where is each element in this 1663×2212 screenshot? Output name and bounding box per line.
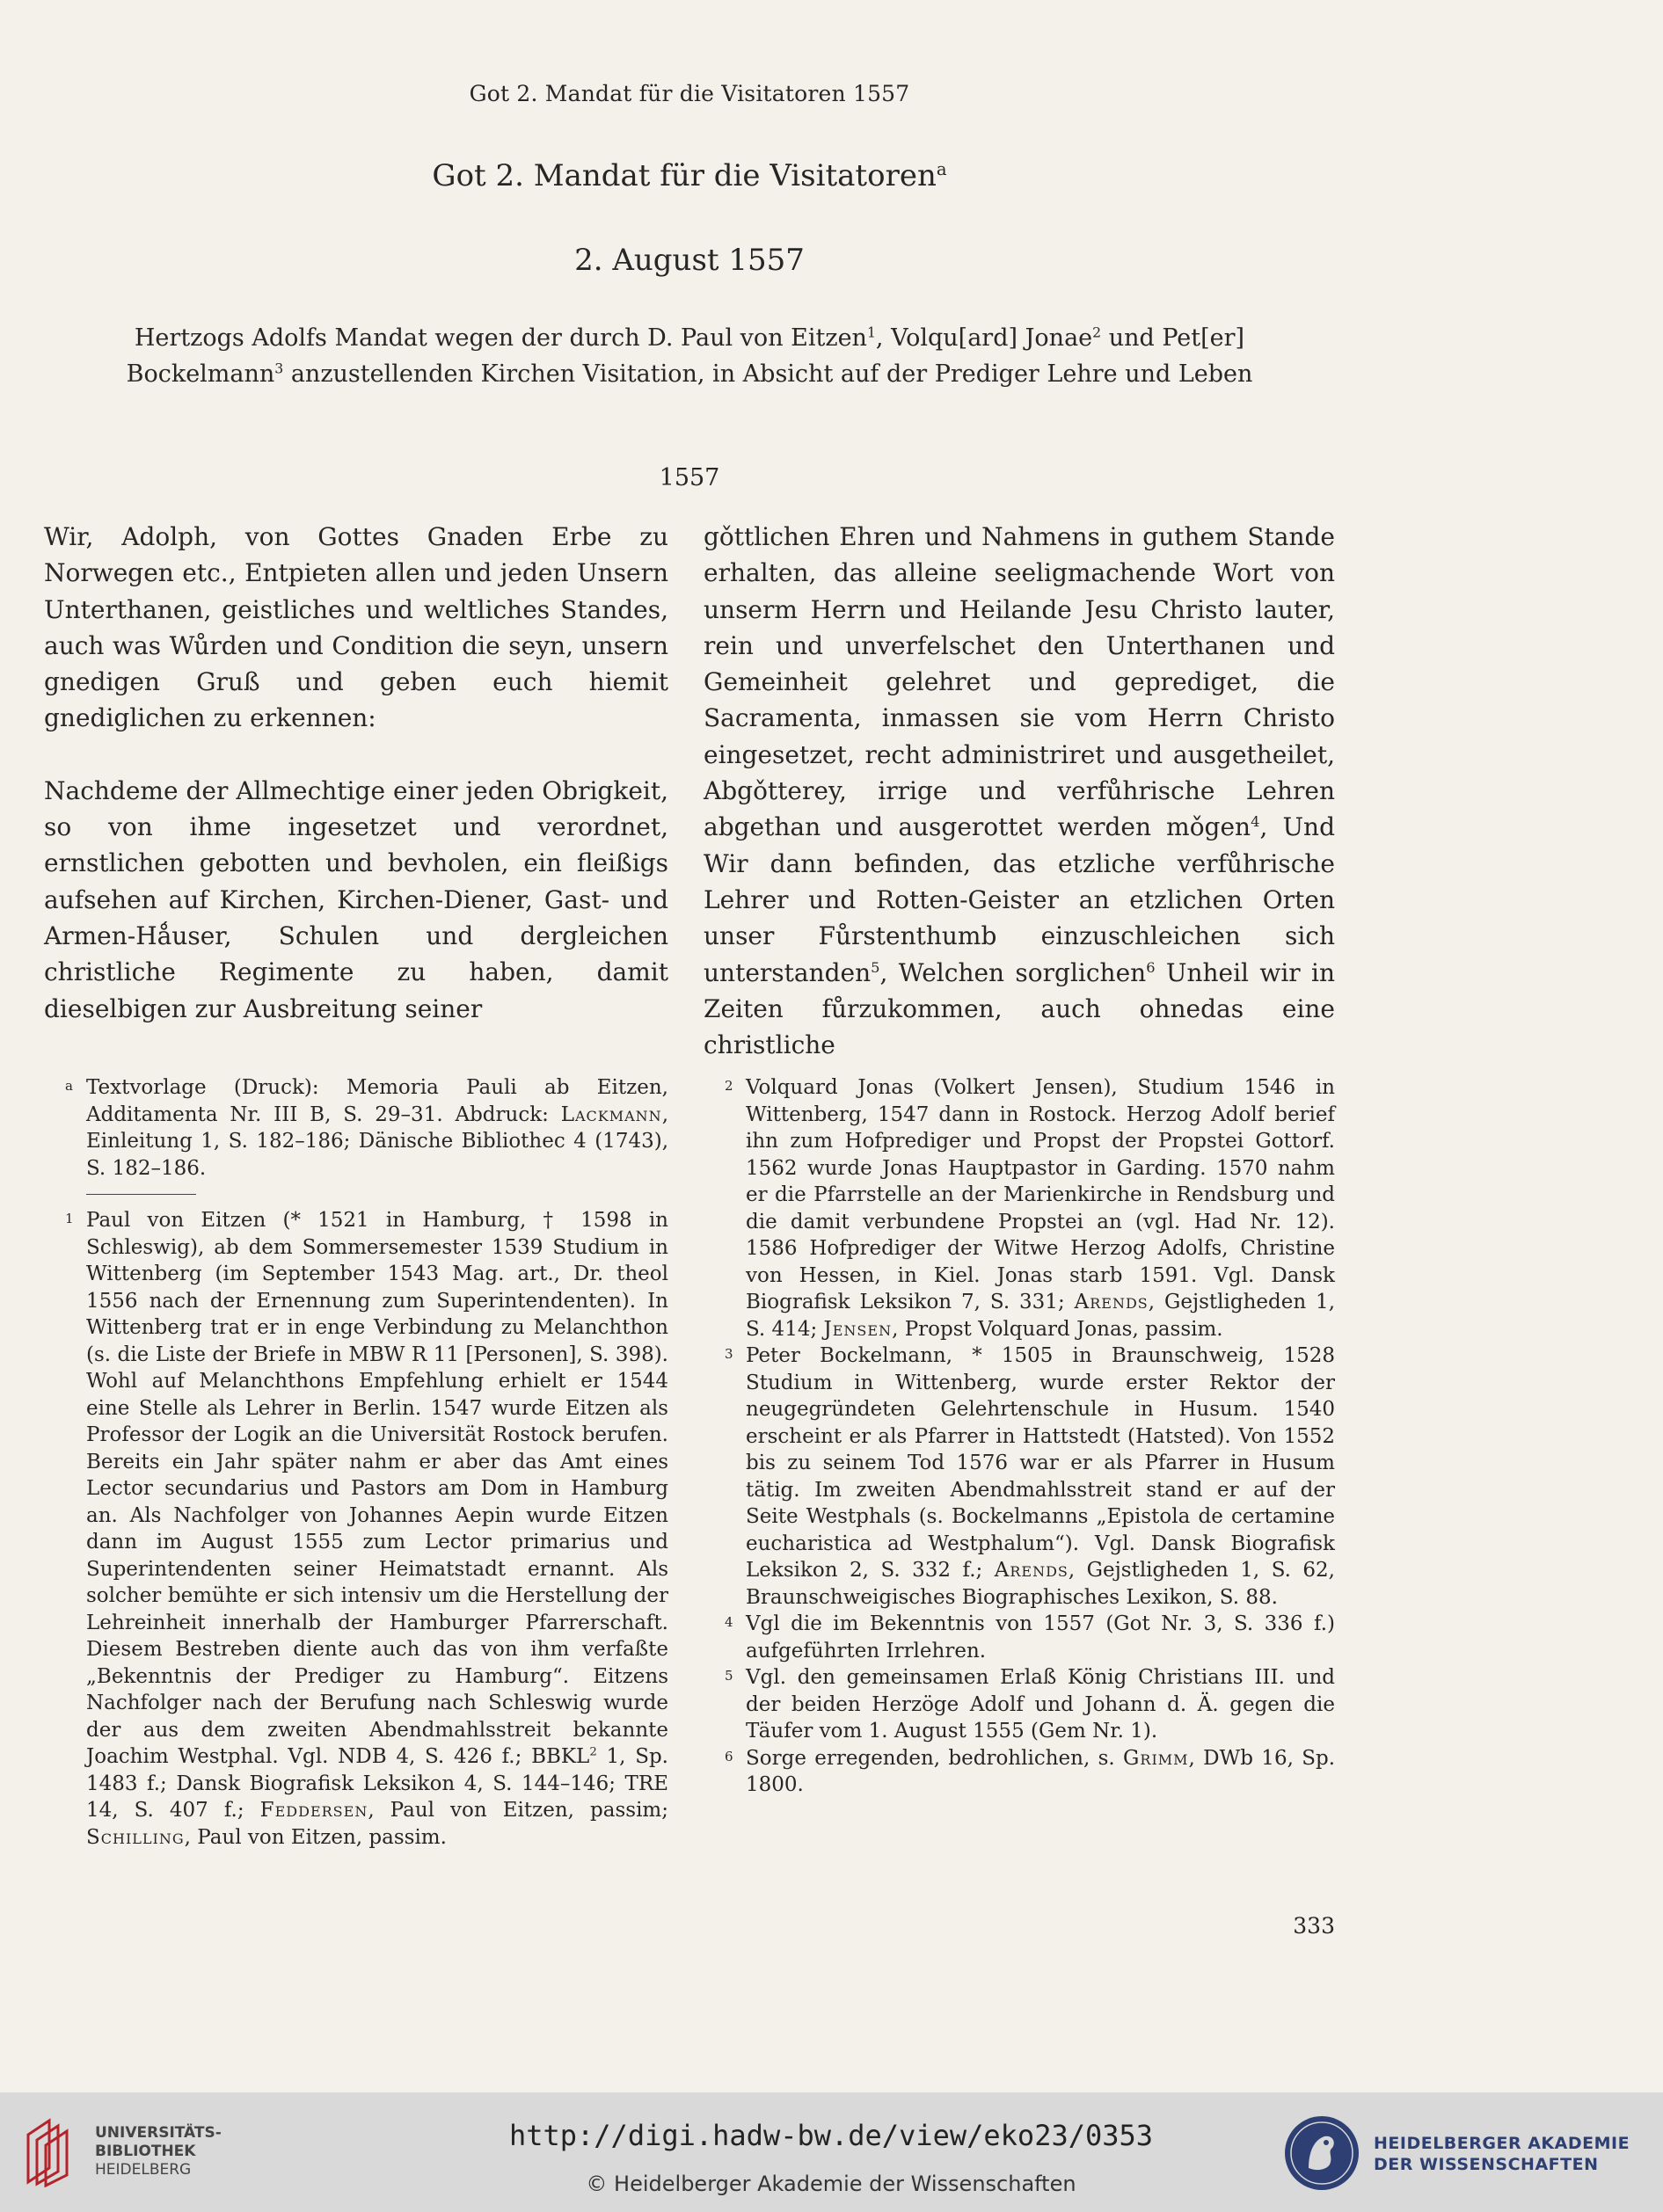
footnote-ref-2[interactable]: 2: [1092, 324, 1102, 341]
university-library-logo-icon: [23, 2117, 84, 2187]
viewer-footer: [0, 2092, 1663, 2212]
footnote-1: [44, 1207, 668, 1851]
footnote-mark: 6: [725, 1748, 733, 1765]
running-head: Got 2. Mandat für die Visitatoren 1557: [469, 81, 910, 106]
footnote-ref-4[interactable]: 4: [1251, 813, 1260, 831]
body-column-right: [704, 519, 1335, 1063]
footnote-a: [44, 1074, 668, 1182]
footnote-5: [704, 1664, 1335, 1745]
footnote-6: [704, 1745, 1335, 1799]
logo-line: HEIDELBERGER AKADEMIE: [1374, 2134, 1630, 2153]
footnote-mark: 5: [725, 1668, 733, 1684]
footnote-text: , Gejstligheden 1, S. 414;: [746, 1291, 1336, 1341]
footnote-text: Paul von Eitzen (* 1521 in Hamburg, † 1598 in Schleswig), ab dem Sommersemester 1539 Studium in Wittenberg (im September 1543 Mag. art., Dr. theol 1556 nach der Ernennung zum Superintendenten). In Wittenberg trat er in enge Verbindung zu Melanchthon (s. die Liste der Briefe in MBW R 11 [Personen], S. 398). Wohl auf Melanchthons Empfehlung erhielt er 1544 eine Stelle als Lehrer in Berlin. 1547 wurde Eitzen als Professor der Logik an die Universität Rostock berufen. Bereits ein Jahr später nahm er aber das Amt eines Lector secundarius und Pastors am Dom in Hamburg an. Als Nachfolger von Johannes Aepin wurde Eitzen dann im August 1555 zum Lector primarius und Superintendenten seiner Heimatstadt ernannt. Als solcher bemühte er sich intensiv um die Herstellung der Lehreinheit innerhalb der Hamburger Pfarrerschaft. Diesem Bestreben diente auch das von ihm verfaßte „Bekenntnis der Prediger zu Hamburg“. Eitzens Nachfolger nach der Berufung nach Schleswig wurde der aus dem zweiten Abendmahlsstreit bekannte Joachim Westphal. Vgl. NDB 4, S. 426 f.; BBKL: [86, 1209, 668, 1768]
logo-line: UNIVERSITÄTS-: [95, 2124, 222, 2142]
footnotes-left: [44, 1074, 668, 1851]
footnote-text: Vgl. den gemeinsamen Erlaß König Christians III. und der beiden Herzöge Adolf und Johann d. Ä. gegen die Täufer vom 1. August 1555 (Gem Nr. 1).: [746, 1666, 1335, 1743]
subtitle-part: Hertzogs Adolfs Mandat wegen der durch D. Paul von Eitzen: [134, 324, 867, 352]
subtitle-part: und Pet[er] Bockelmann: [126, 324, 1245, 388]
footnote-author: Lackmann: [560, 1102, 662, 1126]
academy-seal-icon: [1282, 2114, 1361, 2193]
footnote-divider: [86, 1194, 196, 1195]
footnote-mark: 4: [725, 1614, 733, 1630]
footnote-ref-1[interactable]: 1: [866, 324, 876, 341]
footnote-mark: 2: [725, 1078, 733, 1094]
footnote-text: Vgl die im Bekenntnis von 1557 (Got Nr. 3, S. 336 f.) aufgeführten Irrlehren.: [746, 1612, 1335, 1663]
academy-name: [1374, 2133, 1655, 2175]
footnote-author: Jensen: [823, 1317, 893, 1341]
footnote-text: , Einleitung 1, S. 182–186; Dänische Bibliothec 4 (1743), S. 182–186.: [86, 1102, 668, 1180]
footnote-text: Volquard Jonas (Volkert Jensen), Studium 1546 in Wittenberg, 1547 dann in Rostock. Herzog Adolf berief ihn zum Hofprediger und Propst der Propstei Gottorf. 1562 wurde Jonas Hauptpastor in Garding. 1570 nahm er die Pfarrstelle an der Marienkirche in Rendsburg und die damit verbundene Propstei an (vgl. Had Nr. 12). 1586 Hofprediger der Witwe Herzog Adolfs, Christine von Hessen, in Kiel. Jonas starb 1591. Vgl. Dansk Biografisk Leksikon 7, S. 331;: [746, 1076, 1335, 1313]
footnote-author: Grimm: [1123, 1746, 1189, 1770]
permalink-url[interactable]: http://digi.hadw-bw.de/view/eko23/0353: [508, 2119, 1154, 2152]
footnote-ref-3[interactable]: 3: [274, 360, 284, 377]
logo-line: DER WISSENSCHAFTEN: [1374, 2155, 1599, 2174]
copyright-notice: © Heidelberger Akademie der Wissenschaften: [586, 2172, 1076, 2196]
footnote-ref-5[interactable]: 5: [871, 958, 880, 976]
footnote-text: Textvorlage (Druck): Memoria Pauli ab Eitzen, Additamenta Nr. III B, S. 29–31. Abdruck:: [86, 1076, 668, 1126]
body-paragraph: Nachdeme der Allmechtige einer jeden Obrigkeit, so von ihme ingesetzet und verordnet, ernstlichen gebotten und bevholen, ein fleißigs aufsehen auf Kirchen, Kirchen-Diener, Gast- und Armen-Hǻuser, Schulen und dergleichen christliche Regimente zu haben, damit dieselbigen zur Ausbreitung seiner: [44, 775, 668, 1023]
footnote-3: [704, 1342, 1335, 1611]
body-paragraph: [704, 519, 1335, 1063]
page-number: 333: [1293, 1913, 1335, 1939]
body-text: , Und Wir dann befinden, das etzliche verfůhrische Lehrer und Rotten-Geister an etzlichen Orten unser Fůrstenthumb einzuschleichen sich unterstanden: [704, 812, 1335, 987]
body-text: , Welchen sorglichen: [879, 957, 1147, 987]
university-library-name: [95, 2124, 244, 2179]
document-title: [0, 158, 1379, 193]
footnote-text: , Propst Volquard Jonas, passim.: [892, 1317, 1223, 1341]
footnote-author: Arends: [1074, 1291, 1149, 1313]
footnote-mark: a: [65, 1078, 73, 1094]
title-text: Got 2. Mandat für die Visitatoren: [432, 158, 937, 193]
footnote-ref-6[interactable]: 6: [1146, 958, 1156, 976]
subtitle-part: , Volqu[ard] Jonae: [875, 324, 1093, 352]
university-library-logo[interactable]: [23, 2112, 243, 2191]
academy-logo[interactable]: [1282, 2110, 1652, 2194]
footnote-text: Sorge erregenden, bedrohlichen, s.: [746, 1746, 1124, 1770]
footnote-text: , Paul von Eitzen, passim;: [368, 1799, 668, 1822]
footnote-text: , Gejstligheden 1, S. 62, Braunschweigisches Biographisches Lexikon, S. 88.: [746, 1559, 1335, 1609]
footnote-text: Peter Bockelmann, * 1505 in Braunschweig, 1528 Studium in Wittenberg, wurde erster Rektor der neugegründeten Gelehrtenschule in Husum. 1540 erscheint er als Pfarrer in Hattstedt (Hatsted). Von 1552 bis zu seinem Tod 1576 war er als Pfarrer in Husum tätig. Im zweiten Abendmahlsstreit stand er auf der Seite Westphals (s. Bockelmanns „Epistola de certamine eucharistica ad Westphalum“). Vgl. Dansk Biografisk Leksikon 2, S. 332 f.;: [746, 1344, 1335, 1582]
title-footnote-mark[interactable]: a: [936, 158, 947, 179]
footnote-4: [704, 1611, 1335, 1664]
body-text: gǒttlichen Ehren und Nahmens in guthem Stande erhalten, das alleine seeligmachende Wort von unserm Herrn und Heilande Jesu Christo lauter, rein und unverfelschet den Unterthanen und Gemeinheit gelehret und geprediget, die Sacramenta, inmassen sie vom Herrn Christo eingesetzet, recht administriret und ausgetheilet, Abgǒtterey, irrige und verfůhrische Lehren abgethan und ausgerottet werden mǒgen: [704, 522, 1335, 842]
footnote-author: Schilling: [86, 1825, 185, 1849]
footnote-2: [704, 1074, 1335, 1342]
footnote-superscript: 2: [589, 1745, 597, 1759]
document-subtitle: [97, 320, 1282, 392]
body-paragraph: Wir, Adolph, von Gottes Gnaden Erbe zu Norwegen etc., Entpieten allen und jeden Unsern Unterthanen, geistliches und weltliches Standes, auch was Wůrden und Condition die seyn, unsern gnedigen Gruß und geben euch hiemit gnediglichen zu erkennen:: [44, 522, 668, 733]
logo-line: BIBLIOTHEK: [95, 2143, 196, 2160]
footnotes-right: [704, 1074, 1335, 1799]
footnote-text: , DWb 16, Sp. 1800.: [746, 1746, 1336, 1796]
footnote-mark: 1: [65, 1211, 74, 1226]
body-text: Unheil wir in Zeiten fůrzukommen, auch ohnedas eine christliche: [704, 957, 1335, 1060]
subtitle-part: anzustellenden Kirchen Visitation, in Absicht auf der Prediger Lehre und Leben: [283, 360, 1253, 388]
document-date: 2. August 1557: [574, 243, 805, 278]
body-column-left: [44, 519, 668, 1027]
footnote-author: Feddersen: [259, 1799, 368, 1822]
document-year: 1557: [659, 464, 720, 491]
footnote-author: Arends: [994, 1559, 1069, 1582]
footnote-text: , Paul von Eitzen, passim.: [184, 1825, 447, 1849]
logo-line: HEIDELBERG: [95, 2161, 192, 2179]
footnote-mark: 3: [725, 1346, 733, 1362]
footnote-text: 1, Sp. 1483 f.; Dansk Biografisk Leksikon 4, S. 144–146; TRE 14, S. 407 f.;: [86, 1745, 668, 1822]
